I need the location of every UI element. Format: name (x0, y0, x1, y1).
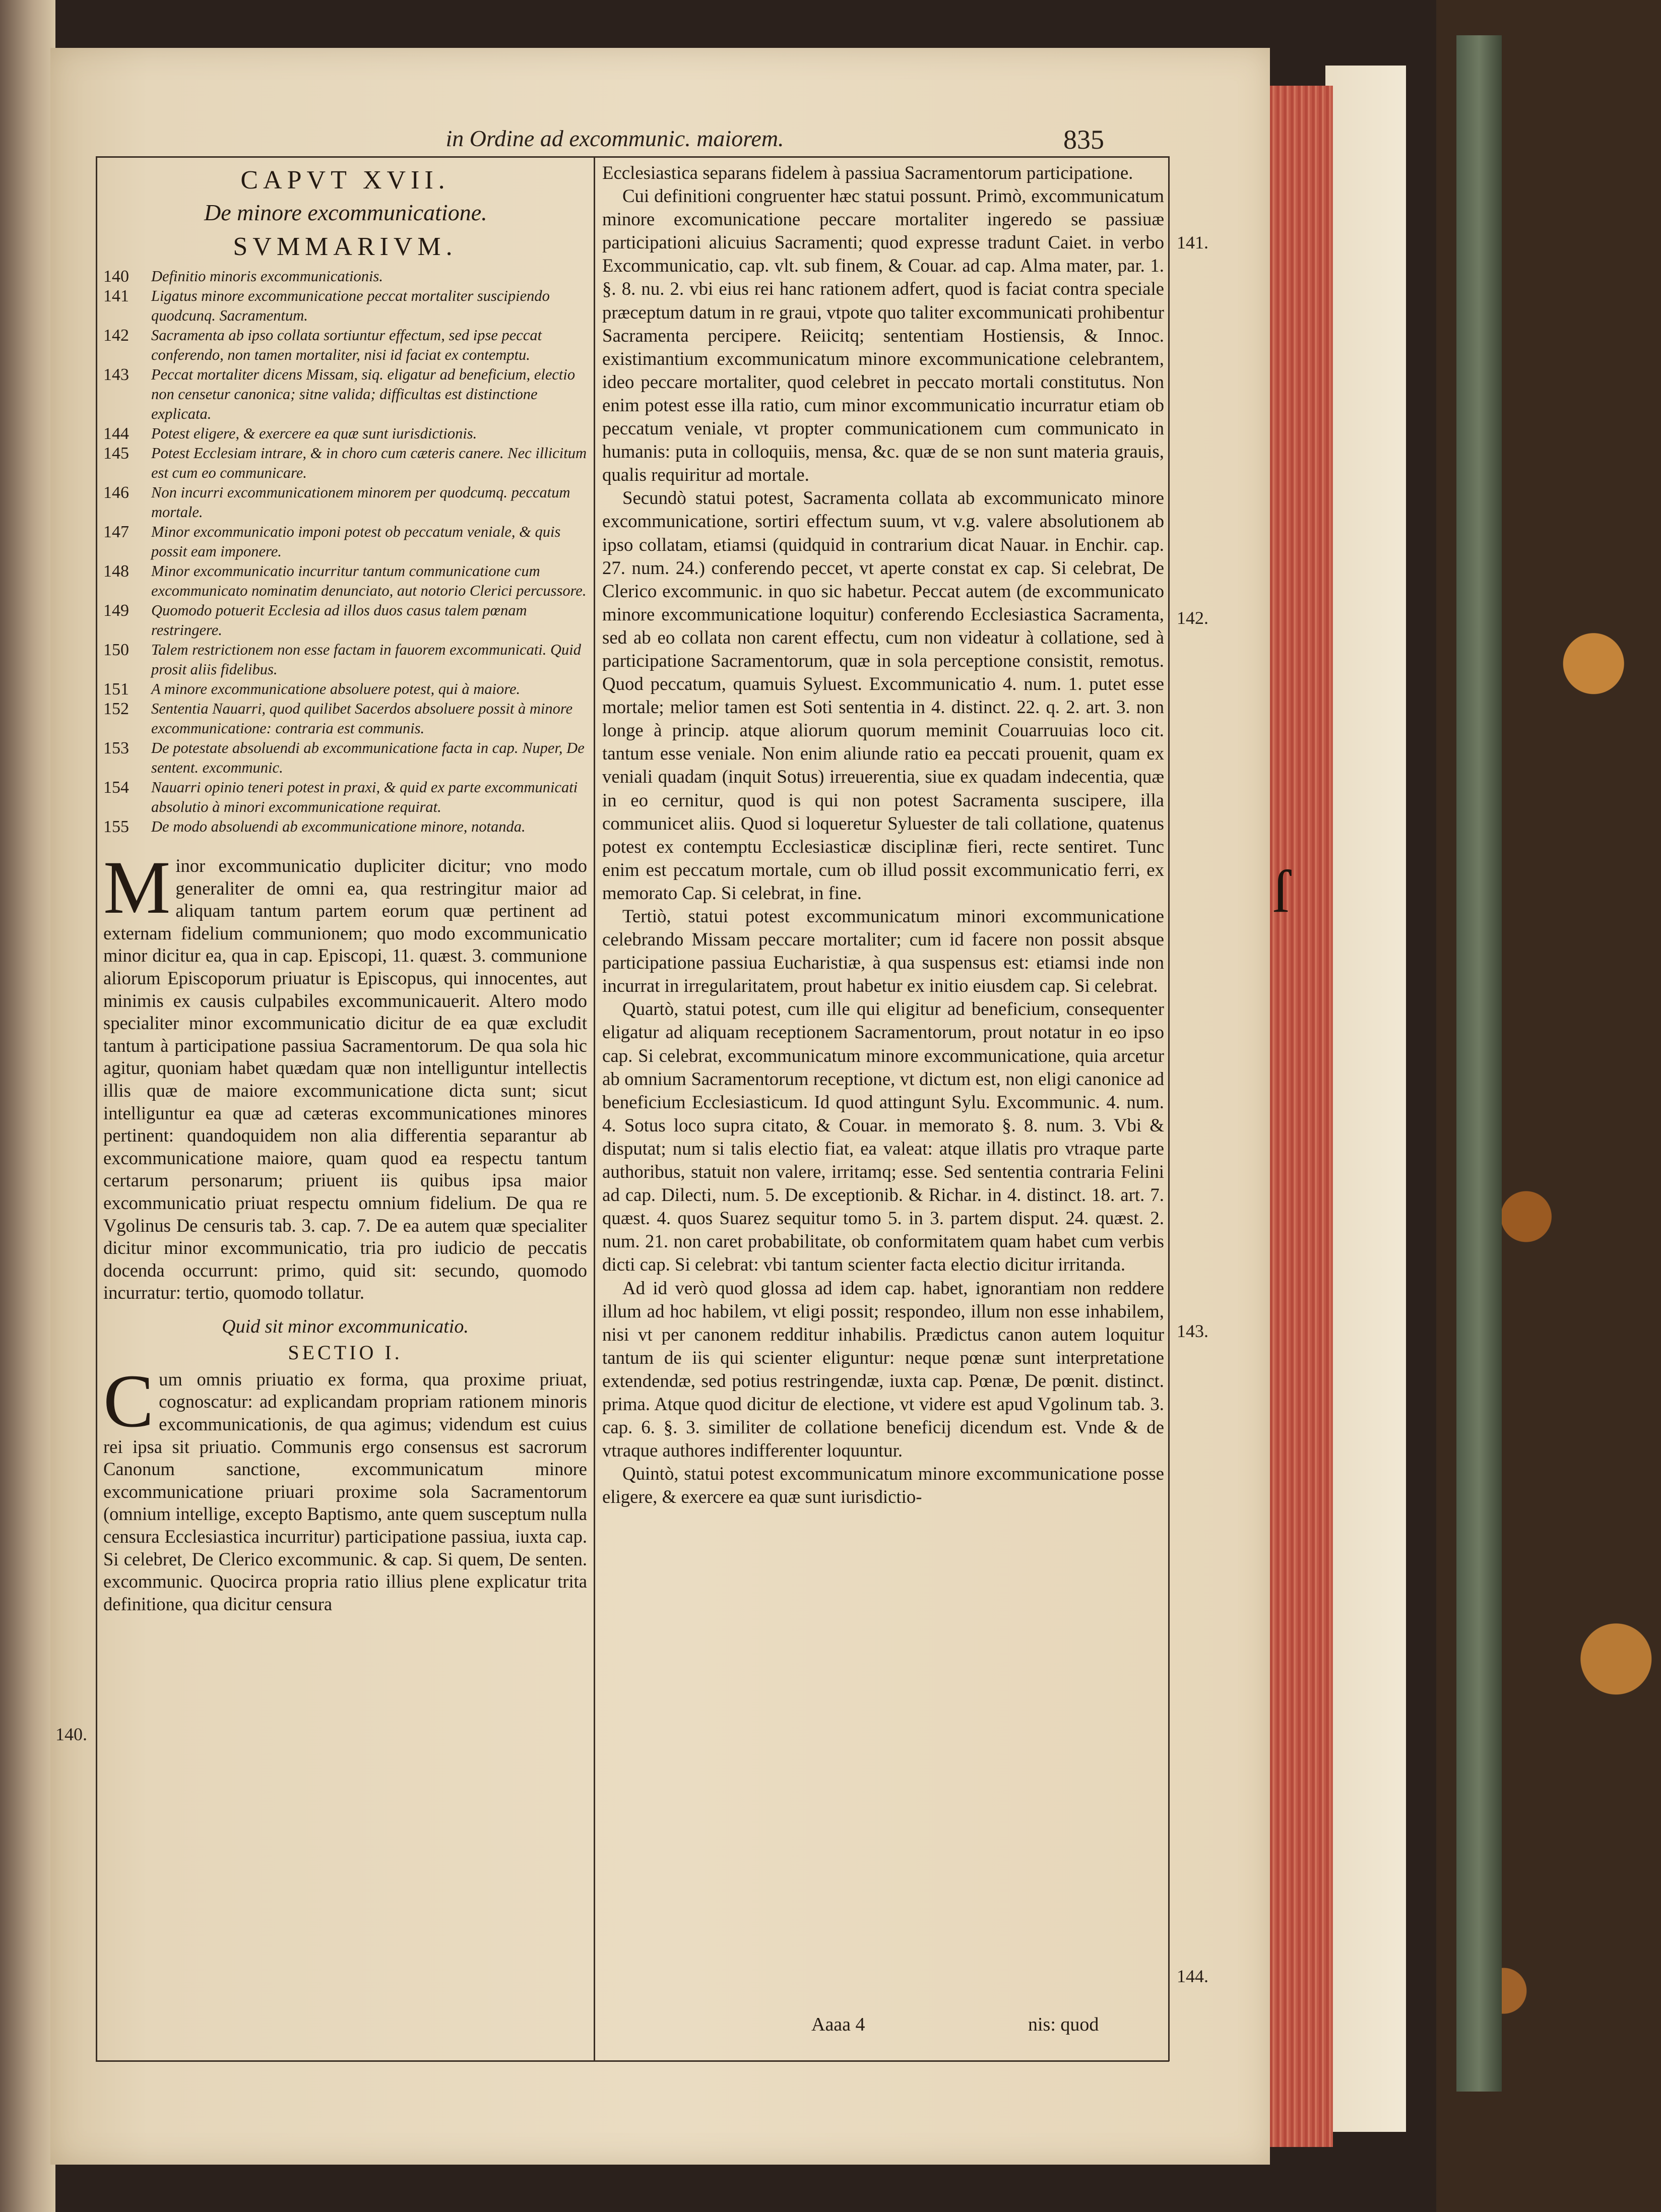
body-paragraph: Cui definitioni congruenter hæc statui possunt. Primò, excommunicatum minore excomunicatione peccare mortaliter ingeredo se passiuæ participationi alicuius Sacramenti; quod expresse tradunt Caiet. in verbo Excommunicatio, cap. vlt. sub finem, & Couar. ad cap. Alma mater, par. 1. §. 8. nu. 2. vbi eius rei hanc rationem adfert, quod is faciat contra speciale præceptum datum in re graui, vtpote quo taliter excommunicati prohibentur Sacramenta percipere. Reiicitq; sententiam Hostiensis, & Innoc. existimantium excommunicatum minore excommunicatione celebrantem, ideo peccare mortaliter, quod celebret in peccato mortali constitutus. Non enim potest esse illa ratio, cum minor excommunicatio incurratur etiam ob peccatum veniale, vt propter communicationem cum communicato in humanis: puta in colloquiis, mensa, &c. quæ de se non sunt materia grauis, qualis requiritur ad mortale. (602, 185, 1164, 485)
summarium-item (103, 326, 587, 365)
summarium-text: Definitio minoris excommunicationis. (151, 268, 383, 285)
section-label: SECTIO I. (288, 1341, 403, 1364)
summarium-number: 154 (103, 778, 129, 797)
summarium-number: 147 (103, 523, 129, 541)
summarium-number: 153 (103, 739, 129, 757)
summarium-number: 145 (103, 444, 129, 463)
summarium-text: A minore excommunicatione absoluere potest, qui à maiore. (151, 680, 521, 698)
summarium-number: 142 (103, 326, 129, 345)
sectio-text: um omnis priuatio ex forma, qua proxime priuat, cognoscatur: ad explicandam propriam rationem minoris excommunicationis, de qua agimus; videndum est cuius rei ipsa sit priuatio. Communis ergo consensus est sacrorum Canonum sanctione, excommunicatum minore excommunicatione priuari proxime sola Sacramentorum (omnium intellige, excepto Baptismo, ante quem susceptum nulla censura Ecclesiastica incurritur) participatione passiua, iuxta cap. Si celebret, De Clerico excommunic. & cap. Si quem, De senten. excommunic. Quocirca propria ratio illius plene explicatur trita definitione, qua dicitur censura (103, 1368, 587, 1614)
section-heading: Quid sit minor excommunicatio. (222, 1315, 469, 1337)
summarium-text: Nauarri opinio teneri potest in praxi, & quid ex parte excommunicati absolutio à minori excommunicatione requirat. (151, 779, 578, 815)
summarium-item (103, 483, 587, 522)
summarium-text: Potest eligere, & exercere ea quæ sunt iurisdictionis. (151, 425, 477, 442)
summarium-text: Minor excommunicatio imponi potest ob peccatum veniale, & quis possit eam imponere. (151, 523, 561, 560)
drop-cap-c: C (103, 1359, 154, 1443)
summarium-item (103, 601, 587, 640)
body-paragraph: Quartò, statui potest, cum ille qui eligitur ad beneficium, consequenter eligatur ad aliquam receptionem Sacramentorum, prout notatur in eo ipso cap. Si celebrat, excommunicatum minore excommunicatione, quia arcetur ab omnium Sacramentorum receptione, vt dictum est, non eligi canonice ad beneficium Ecclesiasticum. Id quod attingunt Sylu. Excommunic. 4. num. 4. Sotus loco supra citato, & Couar. in memorato §. 8. num. 3. Vbi & disputat; num si talis electio fiat, ea valeat: atque illatis pro vtraque parte authoribus, statuit non valere, irritamq; esse. Sed sententia contraria Felini ad cap. Dilecti, num. 5. De exceptionib. & Richar. in 4. distinct. 18. art. 7. quæst. 4. quos Suarez sequitur tomo 5. in 3. partem disput. 24. quæst. 2. num. 21. non caret probabilitate, ob conformitatem quam habet cum verbis dicti cap. Si celebrat: vbi tantum scienter facta electio dicitur irritanda. (602, 998, 1164, 1275)
summarium-text: Ligatus minore excommunicatione peccat mortaliter suscipiendo quodcunq. Sacramentum. (151, 287, 550, 324)
signature-mark: Aaaa 4 (811, 2014, 865, 2035)
summarium-number: 148 (103, 562, 129, 581)
ink-mark: ſ (1272, 858, 1290, 925)
summarium-item (103, 522, 587, 561)
chapter-subtitle: De minore excommunicatione. (204, 200, 487, 225)
summarium-item (103, 640, 587, 679)
red-page-edges (1262, 86, 1333, 2147)
back-leaves (1325, 66, 1406, 2132)
frame-rule-top (96, 156, 1169, 158)
summarium-item (103, 286, 587, 326)
summarium-title: SVMMARIVM. (233, 232, 458, 261)
intro-paragraph (103, 846, 587, 1304)
frame-rule-left (96, 156, 97, 2061)
body-paragraph: Ad id verò quod glossa ad idem cap. habet, ignorantiam non reddere illum ad hoc habilem, vt eligi possit; respondeo, illum non esse inhabilem, nisi vt per canonem redditur inhabilis. Prædictus canon autem loquitur tantum de iis qui scienter eliguntur: neque pœnæ sunt interpretatione extendendæ, sed potius restringendæ, iuxta cap. Pœnæ, De pœnit. distinct. prima. Atque quod dicitur de electione, vt videre est apud Vgolinum tab. 3. cap. 6. §. 3. similiter de collatione beneficij dicendum est. Vnde & de vtraque authores indifferenter loquuntur. (602, 1277, 1164, 1461)
summarium-number: 155 (103, 817, 129, 836)
running-head: in Ordine ad excommunic. maiorem. (445, 125, 784, 151)
summarium-number: 141 (103, 287, 129, 305)
summarium-text: Talem restrictionem non esse factam in fauorem excommunicati. Quid prosit aliis fidelibus. (151, 641, 582, 678)
summarium-item (103, 424, 587, 444)
summarium-item (103, 365, 587, 424)
summarium-text: Minor excommunicatio incurritur tantum communicatione cum excommunicato nominatim denunciato, aut notorio Clerici percussore. (151, 562, 587, 599)
margin-number-141: 141. (1177, 232, 1208, 252)
left-column (103, 161, 587, 1615)
frame-rule-right (1168, 156, 1170, 2061)
chapter-title: CAPVT XVII. (240, 166, 450, 195)
summarium-item (103, 817, 587, 837)
summarium-item (103, 561, 587, 601)
sectio-paragraph (103, 1359, 587, 1616)
body-paragraph: Tertiò, statui potest excommunicatum minori excommunicatione celebrando Missam peccare mortaliter; cum id facere non possit absque participatione passiua Eucharistiæ, à qua suspensus est: etiamsi inde non incurrat in irregularitatem, prout habetur ex initio eiusdem cap. Si celebrat. (602, 906, 1164, 996)
margin-number-140: 140. (55, 1724, 87, 1744)
frame-rule-bottom (96, 2060, 1169, 2062)
summarium-item (103, 444, 587, 483)
summarium-text: Non incurri excommunicationem minorem per quodcumq. peccatum mortale. (151, 484, 570, 521)
summarium-text: Potest Ecclesiam intrare, & in choro cum cæteris canere. Nec illicitum est cum eo communicare. (151, 445, 587, 481)
margin-number-143: 143. (1177, 1321, 1208, 1341)
summarium-item (103, 699, 587, 738)
intro-text: inor excommunicatio dupliciter dicitur; vno modo generaliter de omni ea, qua restringitur maior ad aliquam tantum partem eorum quæ pertinent ad externam fidelium communionem; quo modo excommunicatio minor dicitur ea, qua in cap. Episcopi, 11. quæst. 3. communione aliorum Episcoporum priuatur is Episcopus, qui innocentes, aut minimis ex causis culpabiles excommunicauerit. Altero modo specialiter minor excommunicatio dicitur de ea quæ excludit tantum à participatione passiua Sacramentorum. De qua sola hic agitur, quoniam habet quædam quæ non intelliguntur intellectis illis quæ de maiore excommunicatione dicta sunt; sicut intelliguntur ea quæ ad cæteras excommunicationes minores pertinent: quandoquidem non alia differentia separantur ab excommunicatione maiore, quam quod ea respectu tantum certarum personarum; priuent iis quibus ipsa maior excommunicatio priuat respectu omnium fidelium. De qua re Vgolinus De censuris tab. 3. cap. 7. De ea autem quæ specialiter dicitur minor excommunicatio, tria pro iudicio de peccatis docenda occurrunt: primo, quid sit: secundo, quomodo incurratur: tertio, quomodo tollatur. (103, 855, 587, 1303)
summarium-item (103, 267, 587, 286)
body-paragraph: Ecclesiastica separans fidelem à passiua Sacramentorum participatione. (602, 162, 1133, 183)
column-divider (594, 156, 595, 2061)
summarium-number: 144 (103, 424, 129, 443)
right-column (602, 161, 1164, 1508)
summarium-text: Sacramenta ab ipso collata sortiuntur effectum, sed ipse peccat conferendo, non tamen mortaliter, nisi id faciat ex contemptu. (151, 327, 542, 363)
catchword: nis: quod (1028, 2014, 1099, 2035)
summarium-item (103, 738, 587, 778)
summarium-item (103, 778, 587, 817)
gutter-shadow (0, 0, 55, 2212)
summarium-text: De potestate absoluendi ab excommunicatione facta in cap. Nuper, De sentent. excommunic. (151, 739, 585, 776)
body-paragraph: Secundò statui potest, Sacramenta collata ab excommunicato minore excommunicatione, sortiri effectum suum, vt v.g. valere absolutionem ab ipso collatam, etiamsi (quidquid in contrarium dicat Nauar. in Enchir. cap. 27. num. 24.) conferendo peccet, vt aperte constat ex cap. Si celebrat, De Clerico excommunic. in quo sic habetur. Peccat autem (de excommunicato minore excommunicatione loquitur) conferendo Ecclesiastica Sacramenta, sed ab eo collata non carent effectu, cum non videatur à collatione, sed à participatione Sacramentorum, quæ in sola perceptione consistit, remotus. Quod peccatum, quamuis Syluest. Excommunicatio 4. num. 1. putet esse mortale; melior tamen est Soti sententia in 4. distinct. 22. q. 2. art. 3. non longe à princip. atque aliorum quorum meminit Couarruuias loco cit. tantum esse veniale. Non enim aliunde ratio ea peccati prouenit, quam ex veniali quadam (inquit Sotus) irreuerentia, siue ex quadam indecentia, quæ in eo cernitur, quod is qui non potest Sacramenta suscipere, illa communicet aliis. Quod si loqueretur Syluester de tali collatione, quatenus potest ex contemptu Ecclesiasticæ disciplinæ fieri, recte sentiret. Tunc enim est peccatum mortale, cum ob illud possit excommunicatio ferri, ex memorato Cap. Si celebrat, in fine. (602, 487, 1164, 903)
summarium-number: 151 (103, 680, 129, 699)
drop-cap-m: M (103, 846, 171, 929)
summarium-list (103, 267, 587, 837)
summarium-number: 140 (103, 267, 129, 286)
margin-number-142: 142. (1177, 608, 1208, 628)
summarium-number: 146 (103, 483, 129, 502)
body-paragraph: Quintò, statui potest excommunicatum minore excommunicatione posse eligere, & exercere ea quæ sunt iurisdictio- (602, 1463, 1164, 1507)
summarium-number: 150 (103, 641, 129, 659)
summarium-text: Sententia Nauarri, quod quilibet Sacerdos absoluere possit à minore excommunicatione: contraria est communis. (151, 700, 573, 737)
margin-number-144: 144. (1177, 1966, 1208, 1986)
summarium-item (103, 679, 587, 699)
summarium-number: 143 (103, 365, 129, 384)
summarium-text: De modo absoluendi ab excommunicatione minore, notanda. (151, 818, 526, 835)
page-number: 835 (1063, 124, 1104, 155)
summarium-number: 149 (103, 601, 129, 620)
cover-edge (1456, 35, 1502, 2092)
summarium-text: Peccat mortaliter dicens Missam, siq. eligatur ad beneficium, electio non censetur canonica; sitne valida; difficultas est distinctione explicata. (151, 366, 576, 422)
summarium-number: 152 (103, 700, 129, 718)
summarium-text: Quomodo potuerit Ecclesia ad illos duos casus talem pœnam restringere. (151, 602, 527, 639)
